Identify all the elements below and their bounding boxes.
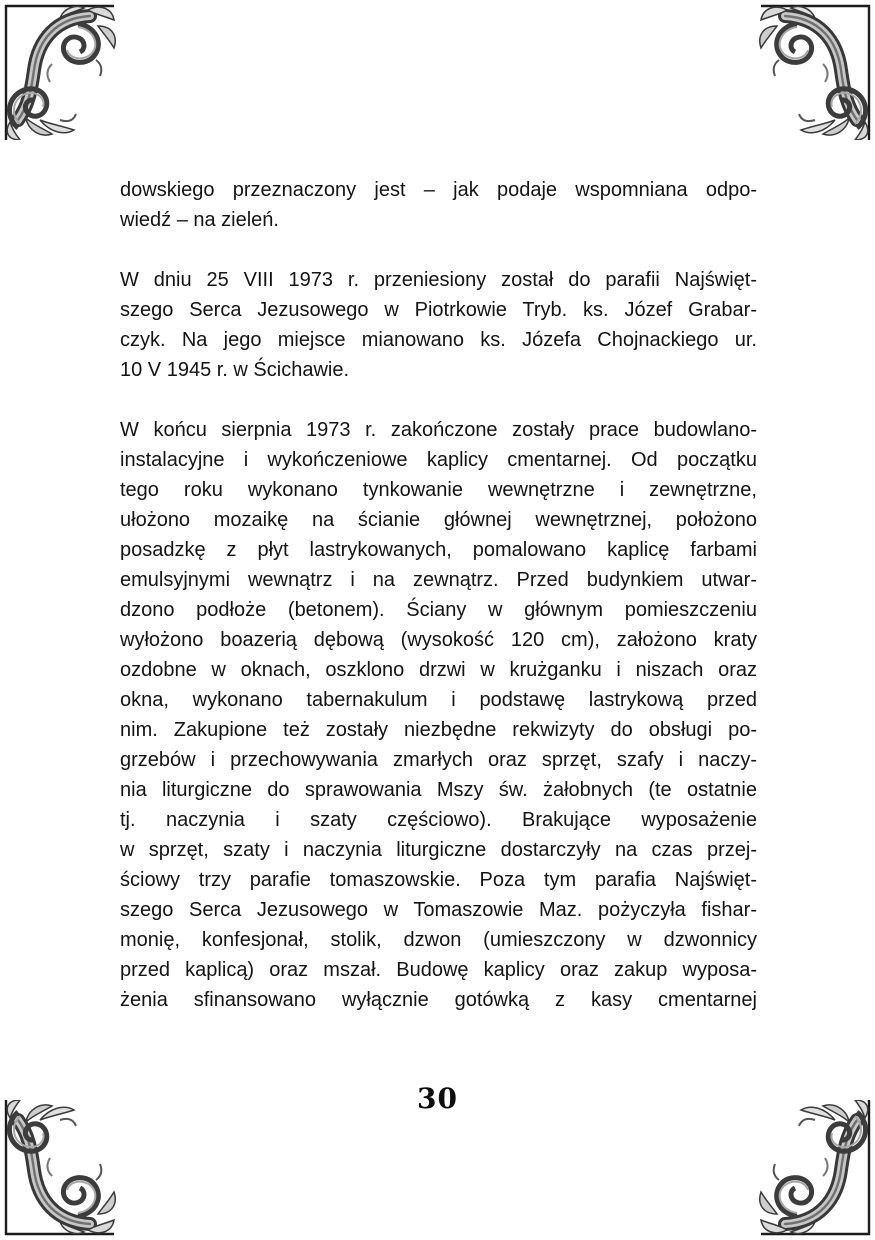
- paragraph: [120, 265, 757, 385]
- text-line: emulsyjnymi wewnątrz i na zewnątrz. Przed budynkiem utwar-: [120, 569, 757, 591]
- page-number: 30: [417, 1082, 458, 1115]
- text-line: ułożono mozaikę na ścianie głównej wewnętrznej, położono: [120, 509, 757, 531]
- text-line: w sprzęt, szaty i naczynia liturgiczne dostarczyły na czas przej-: [120, 839, 757, 861]
- text-line: 10 V 1945 r. w Ścichawie.: [120, 359, 350, 381]
- text-line: nia liturgiczne do sprawowania Mszy św. żałobnych (te ostatnie: [120, 779, 757, 801]
- text-line: czyk. Na jego miejsce mianowano ks. Józefa Chojnackiego ur.: [120, 329, 757, 351]
- text-line: przed kaplicą) oraz mszał. Budowę kaplicy oraz zakup wyposa-: [120, 959, 757, 981]
- text-line: tj. naczynia i szaty częściowo). Brakujące wyposażenie: [120, 809, 757, 831]
- corner-flourish-bottom-right-icon: [755, 1100, 875, 1240]
- text-line: szego Serca Jezusowego w Tomaszowie Maz. pożyczyła fishar-: [120, 899, 757, 921]
- text-line: okna, wykonano tabernakulum i podstawę lastrykową przed: [120, 689, 757, 711]
- page-text: [120, 175, 757, 1045]
- text-line: W końcu sierpnia 1973 r. zakończone zostały prace budowlano-: [120, 419, 757, 441]
- text-line: grzebów i przechowywania zmarłych oraz sprzęt, szafy i naczy-: [120, 749, 757, 771]
- text-line: dzono podłoże (betonem). Ściany w głównym pomieszczeniu: [120, 599, 757, 621]
- text-line: W dniu 25 VIII 1973 r. przeniesiony został do parafii Najświęt-: [120, 269, 757, 291]
- text-line: monię, konfesjonał, stolik, dzwon (umieszczony w dzwonnicy: [120, 929, 757, 951]
- paragraph: [120, 175, 757, 235]
- corner-flourish-top-left-icon: [0, 0, 120, 140]
- text-line: żenia sfinansowano wyłącznie gotówką z kasy cmentarnej: [120, 989, 757, 1011]
- paragraph: [120, 415, 757, 1015]
- text-line: dowskiego przeznaczony jest – jak podaje wspomniana odpo-: [120, 179, 757, 201]
- text-line: instalacyjne i wykończeniowe kaplicy cmentarnej. Od początku: [120, 449, 757, 471]
- text-line: ozdobne w oknach, oszklono drzwi w krużganku i niszach oraz: [120, 659, 757, 681]
- text-line: nim. Zakupione też zostały niezbędne rekwizyty do obsługi po-: [120, 719, 757, 741]
- corner-flourish-bottom-left-icon: [0, 1100, 120, 1240]
- text-line: wyłożono boazerią dębową (wysokość 120 cm), założono kraty: [120, 629, 757, 651]
- text-line: posadzkę z płyt lastrykowanych, pomalowano kaplicę farbami: [120, 539, 757, 561]
- text-line: ściowy trzy parafie tomaszowskie. Poza tym parafia Najświęt-: [120, 869, 757, 891]
- text-line: wiedź – na zieleń.: [120, 209, 279, 231]
- text-line: tego roku wykonano tynkowanie wewnętrzne i zewnętrzne,: [120, 479, 757, 501]
- corner-flourish-top-right-icon: [755, 0, 875, 140]
- text-line: szego Serca Jezusowego w Piotrkowie Tryb. ks. Józef Grabar-: [120, 299, 757, 321]
